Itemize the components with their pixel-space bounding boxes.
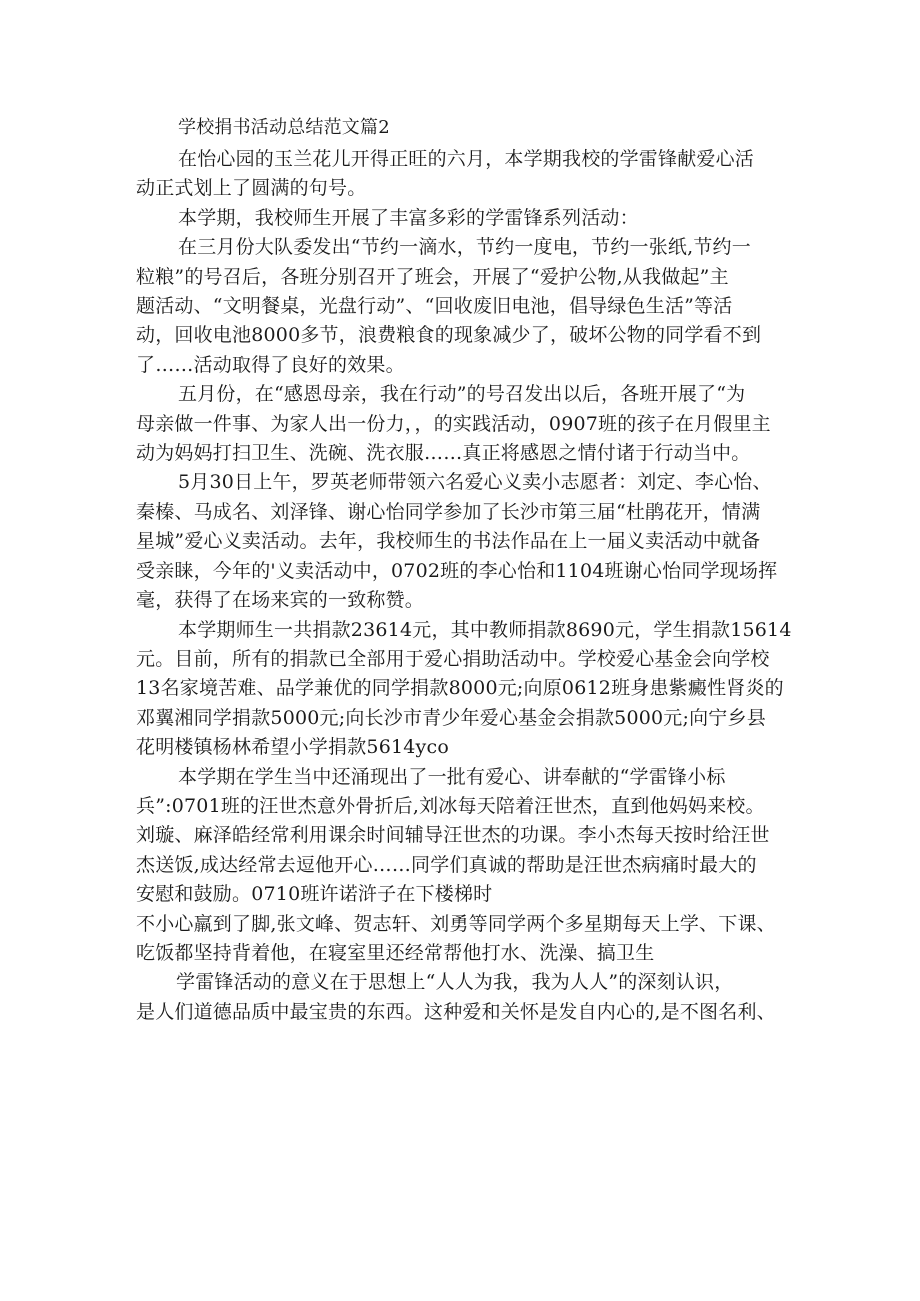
paragraph-line: 是人们道德品质中最宝贵的东西。这种爱和关怀是发自内心的,是不图名利、 xyxy=(136,1000,776,1023)
paragraph-line: 受亲睐，今年的'义卖活动中，0702班的李心怡和1104班谢心怡同学现场挥 xyxy=(136,559,778,582)
paragraph-line: 花明楼镇杨林希望小学捐款5614yco xyxy=(136,736,449,759)
paragraph-line: 了……活动取得了良好的效果。 xyxy=(136,353,405,376)
paragraph-line: 题活动、“文明餐桌，光盘行动”、“回收废旧电池，倡导绿色生活”等活 xyxy=(136,295,733,318)
paragraph-line: 本学期师生一共捐款23614元，其中教师捐款8690元，学生捐款15614 xyxy=(178,618,792,641)
paragraph-line: 学雷锋活动的意义在于思想上“人人为我，我为人人”的深刻认识， xyxy=(176,971,734,994)
paragraph-line: 粒粮”的号召后，各班分别召开了班会，开展了“爱护公物,从我做起”主 xyxy=(136,265,729,288)
paragraph-line: 秦榛、马成名、刘泽锋、谢心怡同学参加了长沙市第三届“杜鹃花开，情满 xyxy=(136,500,761,523)
paragraph-line: 刘璇、麻泽皓经常利用课余时间辅导汪世杰的功课。李小杰每天按时给汪世 xyxy=(136,824,770,847)
document-title: 学校捐书活动总结范文篇2 xyxy=(178,117,390,138)
paragraph-line: 5月30日上午，罗英老师带领六名爱心义卖小志愿者：刘定、李心怡、 xyxy=(178,471,772,494)
paragraph-line: 在三月份大队委发出“节约一滴水，节约一度电，节约一张纸,节约一 xyxy=(178,236,751,259)
paragraph-line: 五月份，在“感恩母亲，我在行动”的号召发出以后，各班开展了“为 xyxy=(178,383,746,406)
paragraph-line: 兵”:0701班的汪世杰意外骨折后,刘冰每天陪着汪世杰，直到他妈妈来校。 xyxy=(136,794,765,817)
paragraph-line: 邓翼湘同学捐款5000元;向长沙市青少年爱心基金会捐款5000元;向宁乡县 xyxy=(136,706,766,729)
paragraph-line: 杰送饭,成达经常去逗他开心……同学们真诚的帮助是汪世杰病痛时最大的 xyxy=(136,853,757,876)
paragraph-line: 本学期，我校师生开展了丰富多彩的学雷锋系列活动： xyxy=(178,206,639,229)
paragraph-line: 在怡心园的玉兰花儿开得正旺的六月，本学期我校的学雷锋献爱心活 xyxy=(178,148,755,170)
paragraph-line: 动为妈妈打扫卫生、洗碗、洗衣服……真正将感恩之情付诸于行动当中。 xyxy=(136,442,751,465)
paragraph-line: 本学期在学生当中还涌现出了一批有爱心、讲奉献的“学雷锋小标 xyxy=(178,765,726,788)
paragraph-line: 不小心羸到了脚,张文峰、贺志轩、刘勇等同学两个多星期每天上学、下课、 xyxy=(136,912,776,935)
paragraph-line: 安慰和鼓励。0710班许诺浒子在下楼梯时 xyxy=(136,883,493,906)
paragraph-line: 13名家境苦难、品学兼优的同学捐款8000元;向原0612班身患紫癜性肾炎的 xyxy=(136,677,784,700)
document-body xyxy=(136,114,796,1027)
paragraph-line: 吃饭都坚持背着他，在寝室里还经常帮他打水、洗澡、搞卫生 xyxy=(136,941,655,964)
paragraph-line: 动正式划上了圆满的句号。 xyxy=(136,177,367,200)
paragraph-line: 毫，获得了在场来宾的一致称赞。 xyxy=(136,589,425,612)
paragraph-line: 元。目前，所有的捐款已全部用于爱心捐助活动中。学校爱心基金会向学校 xyxy=(136,647,770,670)
paragraph-line: 动，回收电池8000多节，浪费粮食的现象减少了，破坏公物的同学看不到 xyxy=(136,324,762,347)
paragraph-line: 母亲做一件事、为家人出一份力，，的实践活动，0907班的孩子在月假里主 xyxy=(136,412,771,435)
paragraph-line: 星城”爱心义卖活动。去年，我校师生的书法作品在上一届义卖活动中就备 xyxy=(136,530,761,553)
